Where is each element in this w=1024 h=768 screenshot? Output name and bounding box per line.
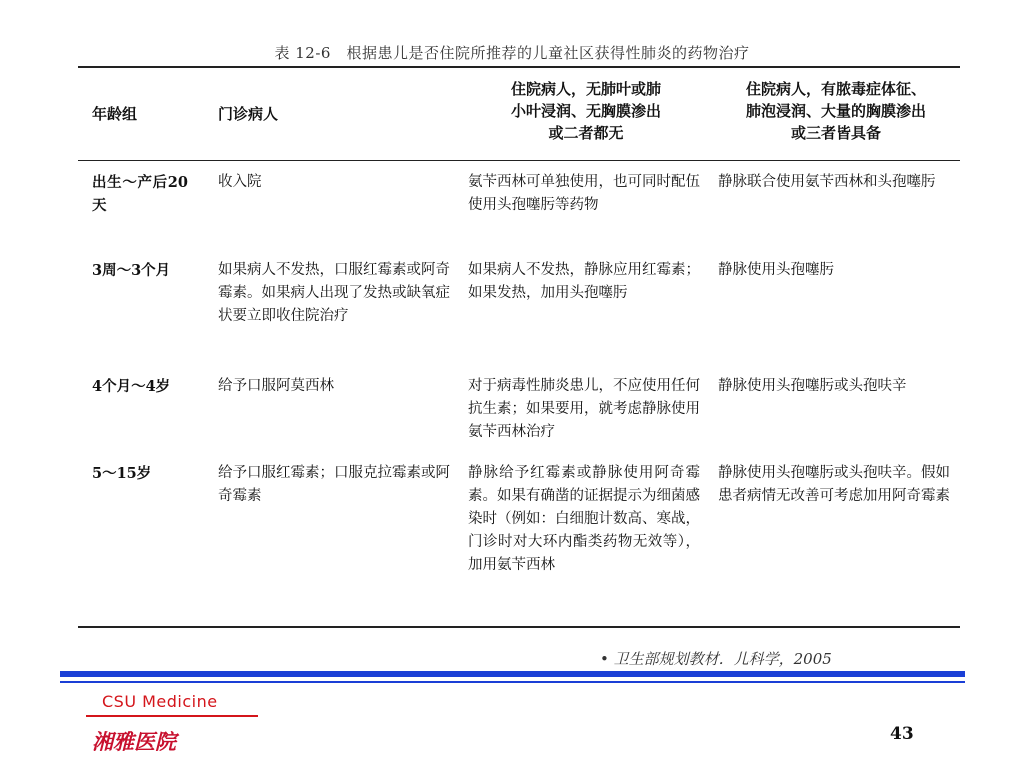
brand-underline (86, 715, 258, 717)
header-inpatient-severe-line: 或三者皆具备 (790, 124, 881, 142)
row-inpatient-mild-cell: 如果病人不发热，静脉应用红霉素；如果发热，加用头孢噻肟 (468, 262, 700, 301)
row-age-cell: 3周～3个月 (92, 262, 171, 279)
header-age-group: 年龄组 (92, 105, 138, 123)
header-inpatient-mild-line: 住院病人，无肺叶或肺 (510, 80, 661, 98)
header-inpatient-severe-line: 住院病人，有脓毒症体征、 (745, 80, 926, 98)
footer-divider-thin (60, 681, 965, 683)
header-inpatient-severe (716, 78, 956, 144)
page-number: 43 (890, 724, 914, 744)
row-inpatient-mild-cell: 氨苄西林可单独使用，也可同时配伍使用头孢噻肟等药物 (468, 174, 700, 213)
table-bottom-rule (78, 626, 960, 628)
row-inpatient-severe-cell: 静脉联合使用氨苄西林和头孢噻肟 (718, 174, 936, 190)
table-header-rule (78, 160, 960, 161)
row-inpatient-mild-cell: 静脉给予红霉素或静脉使用阿奇霉素。如果有确凿的证据提示为细菌感染时（例如：白细胞计数高、寒战，门诊时对大环内酯类药物无效等），加用氨苄西林 (468, 465, 700, 573)
header-outpatient: 门诊病人 (218, 105, 279, 123)
header-inpatient-mild (466, 78, 706, 144)
footer-divider-thick (60, 671, 965, 677)
row-inpatient-severe-cell: 静脉使用头孢噻肟 (718, 262, 834, 278)
row-age-cell: 出生～产后20天 (92, 174, 188, 214)
row-age-cell: 4个月～4岁 (92, 378, 171, 395)
xiangya-logo: 湘雅医院 (92, 729, 176, 754)
brand-label: CSU Medicine (102, 692, 218, 711)
row-inpatient-severe-cell: 静脉使用头孢噻肟或头孢呋辛 (718, 378, 907, 394)
row-outpatient-cell: 如果病人不发热，口服红霉素或阿奇霉素。如果病人出现了发热或缺氧症状要立即收住院治疗 (218, 262, 450, 324)
citation: • 卫生部规划教材．儿科学，2005 (600, 650, 832, 668)
row-outpatient-cell: 给予口服阿莫西林 (218, 378, 334, 394)
table-top-rule (78, 66, 960, 68)
table-caption: 表 12-6 根据患儿是否住院所推荐的儿童社区获得性肺炎的药物治疗 (274, 44, 750, 62)
header-inpatient-mild-line: 或二者都无 (548, 124, 624, 142)
row-inpatient-severe-cell: 静脉使用头孢噻肟或头孢呋辛。假如患者病情无改善可考虑加用阿奇霉素 (718, 465, 950, 504)
row-inpatient-mild-cell: 对于病毒性肺炎患儿，不应使用任何抗生素；如果要用，就考虑静脉使用氨苄西林治疗 (468, 378, 700, 440)
header-inpatient-mild-line: 小叶浸润、无胸膜渗出 (510, 102, 661, 120)
row-outpatient-cell: 给予口服红霉素；口服克拉霉素或阿奇霉素 (218, 465, 450, 504)
row-outpatient-cell: 收入院 (218, 174, 262, 190)
row-age-cell: 5～15岁 (92, 465, 152, 482)
header-inpatient-severe-line: 肺泡浸润、大量的胸膜渗出 (745, 102, 926, 120)
